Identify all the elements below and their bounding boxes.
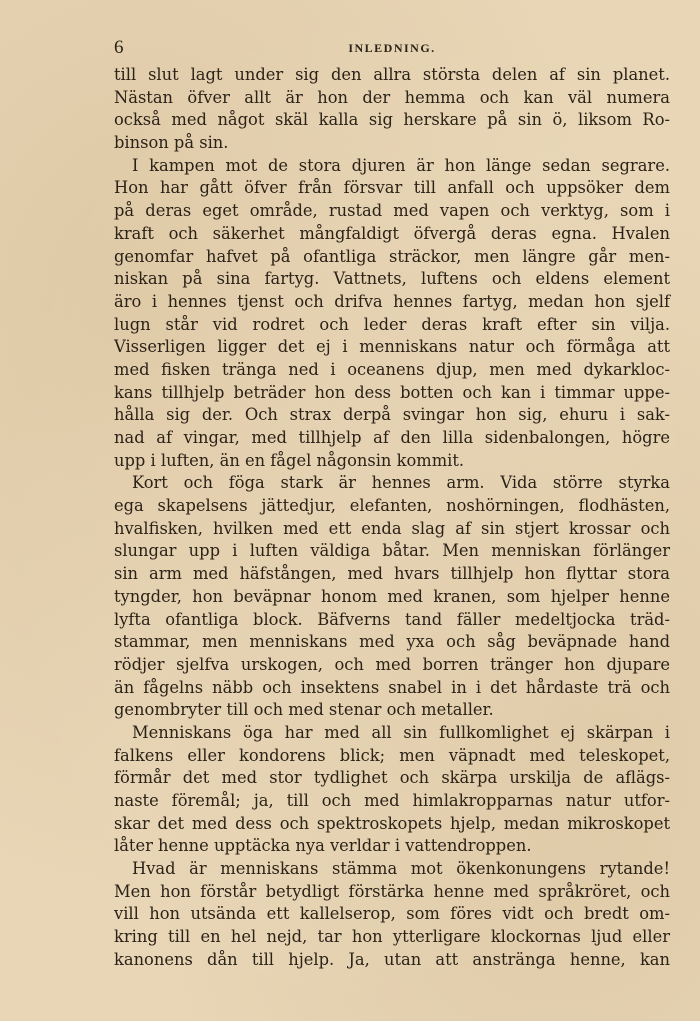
text-line: Visserligen ligger det ej i menniskans natur och förmåga att [114, 337, 670, 357]
text-line: hvalfisken, hvilken med ett enda slag af sin stjert krossar och [114, 518, 670, 538]
text-line: äro i hennes tjenst och drifva hennes fartyg, medan hon sjelf [114, 291, 670, 311]
text-line: lyfta ofantliga block. Bäfverns tand fäller medeltjocka träd- [114, 609, 670, 629]
text-line: Hvad är menniskans stämma mot ökenkonungens rytande! [132, 859, 670, 879]
text-line: än fågelns näbb och insektens snabel in i det hårdaste trä och [114, 677, 670, 697]
text-line: naste föremål; ja, till och med himlakropparnas natur utfor- [114, 791, 670, 810]
text-line: låter henne upptäcka nya verldar i vattendroppen. [114, 836, 532, 856]
text-line: Men hon förstår betydligt förstärka henne med språkröret, och [114, 881, 670, 901]
text-line: kans tillhjelp beträder hon dess botten och kan i timmar uppe- [114, 382, 670, 402]
text-line: Kort och föga stark är hennes arm. Vida större styrka [132, 473, 670, 493]
text-line: Menniskans öga har med all sin fullkomlighet ej skärpan i [132, 722, 670, 742]
text-line: genomfar hafvet på ofantliga sträckor, men längre går men- [114, 246, 670, 266]
text-line: ega skapelsens jättedjur, elefanten, noshörningen, flodhästen, [114, 496, 670, 516]
text-line: falkens eller kondorens blick; men väpnadt med teleskopet, [114, 745, 670, 765]
text-line: kraft och säkerhet mångfaldigt öfvergå deras egna. Hvalen [114, 223, 670, 243]
text-line: niskan på sina fartyg. Vattnets, luftens och eldens element [114, 269, 670, 289]
text-line: förmår det med stor tydlighet och skärpa urskilja de aflägs- [114, 768, 670, 788]
page-number: 6 [114, 37, 124, 58]
text-line: också med något skäl kalla sig herskare på sin ö, liksom Ro- [114, 110, 670, 130]
body-text [114, 64, 670, 972]
text-line: hålla sig der. Och strax derpå svingar hon sig, ehuru i sak- [114, 405, 670, 425]
text-line: rödjer sjelfva urskogen, och med borren tränger hon djupare [114, 654, 670, 674]
text-line: till slut lagt under sig den allra största delen af sin planet. [114, 65, 670, 84]
running-title: INLEDNING. [348, 41, 436, 55]
text-line: kanonens dån till hjelp. Ja, utan att anstränga henne, kan [114, 949, 670, 969]
text-line: genombryter till och med stenar och metaller. [114, 700, 494, 720]
text-line: binson på sin. [114, 133, 229, 153]
text-line: sin arm med häfstången, med hvars tillhjelp hon flyttar stora [114, 564, 670, 584]
text-line: Nästan öfver allt är hon der hemma och kan väl numera [114, 87, 670, 107]
text-line: upp i luften, än en fågel någonsin kommit. [114, 450, 465, 470]
text-line: kring till en hel nejd, tar hon ytterligare klockornas ljud eller [114, 927, 670, 947]
text-line: stammar, men menniskans med yxa och såg beväpnade hand [114, 632, 670, 652]
text-line: på deras eget område, rustad med vapen och verktyg, som i [114, 201, 670, 221]
text-line: slungar upp i luften väldiga båtar. Men menniskan förlänger [114, 541, 670, 561]
text-line: nad af vingar, med tillhjelp af den lilla sidenbalongen, högre [114, 428, 670, 447]
text-line: lugn står vid rodret och leder deras kraft efter sin vilja. [114, 314, 670, 334]
text-line: tyngder, hon beväpnar honom med kranen, som hjelper henne [114, 586, 670, 606]
text-line: I kampen mot de stora djuren är hon länge sedan segrare. [132, 155, 670, 175]
text-line: Hon har gått öfver från försvar till anfall och uppsöker dem [114, 178, 670, 198]
text-line: skar det med dess och spektroskopets hjelp, medan mikroskopet [114, 813, 670, 833]
text-line: vill hon utsända ett kallelserop, som föres vidt och bredt om- [114, 904, 670, 924]
text-line: med fisken tränga ned i oceanens djup, men med dykarkloc- [114, 359, 670, 379]
page-header [114, 37, 670, 61]
